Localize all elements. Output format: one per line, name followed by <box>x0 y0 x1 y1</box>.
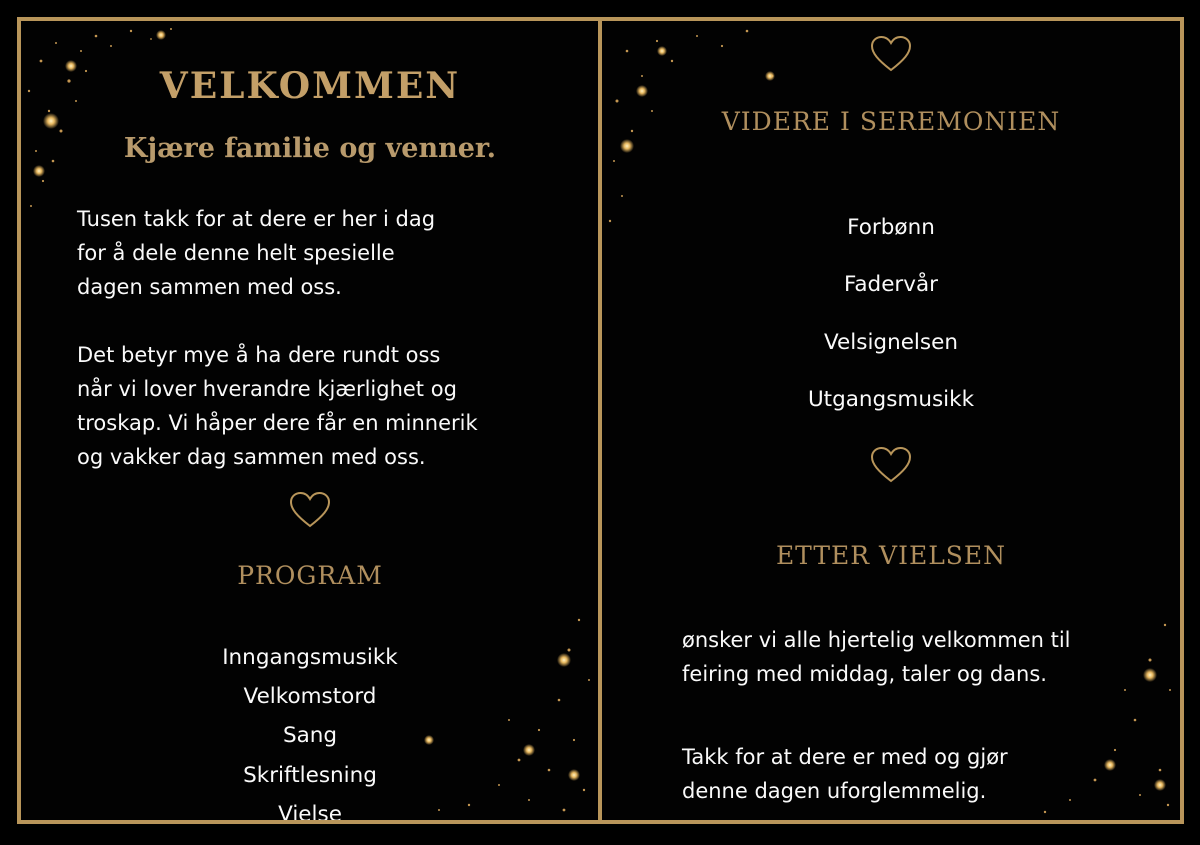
heart-outline-icon <box>870 446 912 484</box>
welcome-subtitle: Kjære familie og venner. <box>123 133 497 164</box>
ceremony-item: Forbønn <box>847 215 935 240</box>
welcome-title: VELKOMMEN <box>159 65 461 107</box>
program-item: Skriftlesning <box>243 762 377 788</box>
welcome-paragraph-2: Det betyr mye å ha dere rundt oss når vi lover hverandre kjærlighet og troskap. Vi håper dere får en minnerik og vakker dag sammen med oss. <box>77 343 478 469</box>
ceremony-list <box>602 199 1180 429</box>
ceremony-heading: VIDERE I SEREMONIEN <box>721 107 1061 136</box>
program-heading: PROGRAM <box>237 561 383 590</box>
after-heading: ETTER VIELSEN <box>775 541 1007 570</box>
program-item: Sang <box>282 723 338 749</box>
ceremony-item: Utgangsmusikk <box>807 387 975 413</box>
after-paragraph-2: Takk for at dere er med og gjør denne dagen uforglemmelig. <box>682 745 1008 803</box>
welcome-paragraph-1: Tusen takk for at dere er her i dag for å dele denne helt spesielle dagen sammen med oss. <box>77 207 436 299</box>
program-item: Inngangsmusikk <box>222 645 398 670</box>
ceremony-panel <box>598 17 1184 824</box>
ceremony-item: Velsignelsen <box>824 329 958 355</box>
program-item: Velkomstord <box>243 684 377 710</box>
heart-outline-icon <box>289 491 331 529</box>
ceremony-item: Fadervår <box>843 272 939 298</box>
program-list <box>21 638 599 824</box>
program-item: Vielse <box>278 801 342 824</box>
heart-outline-icon <box>870 35 912 73</box>
welcome-panel <box>17 17 603 824</box>
after-paragraph-1: ønsker vi alle hjertelig velkommen til feiring med middag, taler og dans. <box>682 628 1071 686</box>
